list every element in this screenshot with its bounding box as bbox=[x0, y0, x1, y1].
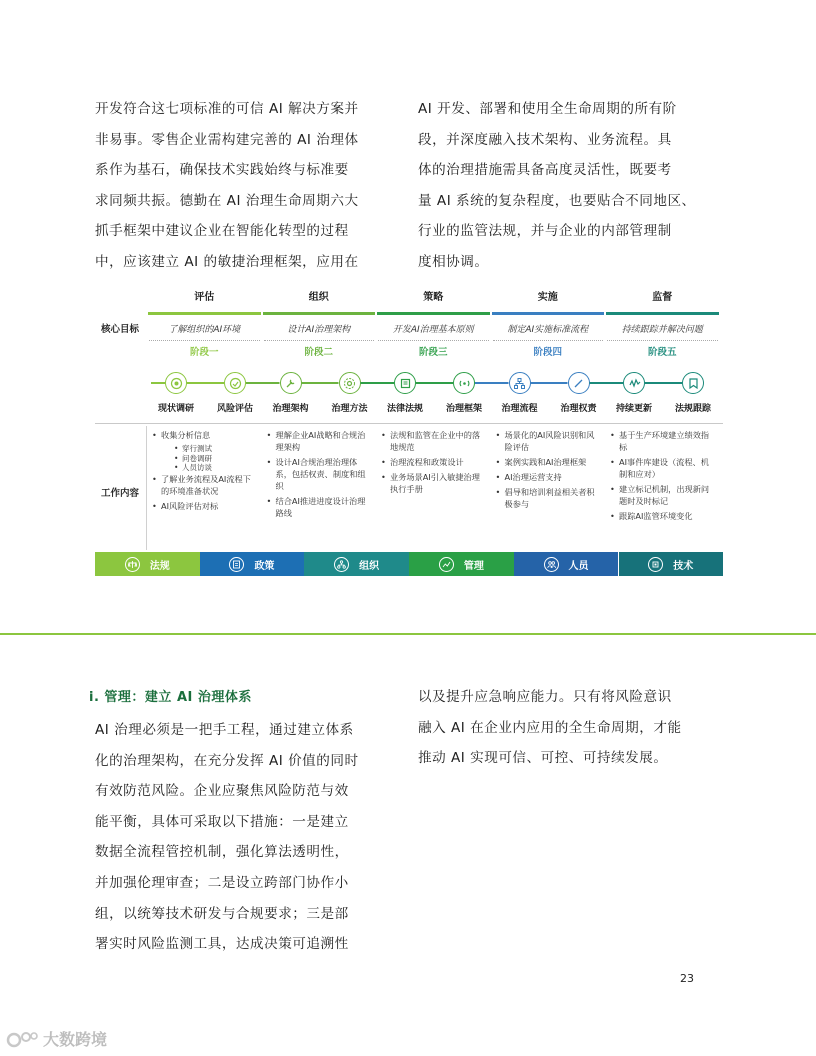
document-icon bbox=[229, 557, 244, 572]
column-header: 评估 bbox=[194, 292, 215, 303]
category-tag-label: 人员 bbox=[568, 560, 589, 572]
work-item: • AI治理运营支持 bbox=[496, 471, 601, 483]
phase-label: 阶段二 bbox=[304, 347, 333, 358]
work-sub-item: • 人员访谈 bbox=[152, 463, 257, 473]
ai-governance-framework-diagram bbox=[95, 285, 723, 577]
text-line: 系作为基石，确保技术实践始终与标准要 bbox=[95, 162, 349, 179]
section-heading: i. 管理：建立 AI 治理体系 bbox=[89, 690, 252, 705]
work-item: • 业务场景AI引入敏捷治理执行手册 bbox=[381, 471, 486, 495]
text-line: 量 AI 系统的复杂程度，也要贴合不同地区、 bbox=[418, 192, 696, 209]
text-line: 组，以统筹技术研发与合规要求；三是部 bbox=[95, 905, 349, 922]
text-line: 行业的监管法规，并与企业的内部管理制 bbox=[418, 223, 672, 240]
column-goal: 开发AI治理基本原则 bbox=[378, 319, 489, 341]
work-item: • AI事件库建设（流程、机制和应对） bbox=[610, 456, 715, 480]
step-label: 法律法规 bbox=[386, 404, 423, 414]
step-label: 法规跟踪 bbox=[674, 404, 711, 414]
page-number: 23 bbox=[680, 972, 694, 985]
column-header: 策略 bbox=[423, 292, 444, 303]
category-tag bbox=[304, 552, 409, 576]
text-line: 化的治理架构，在充分发挥 AI 价值的同时 bbox=[95, 752, 359, 769]
check-circle-icon bbox=[224, 372, 246, 394]
work-content-cell bbox=[381, 429, 486, 549]
text-line: 抓手框架中建议企业在智能化转型的过程 bbox=[95, 223, 349, 240]
people-icon bbox=[544, 557, 559, 572]
scale-icon bbox=[125, 557, 140, 572]
step-label: 治理框架 bbox=[445, 404, 482, 414]
step-label: 风险评估 bbox=[216, 404, 253, 414]
category-tag bbox=[200, 552, 305, 576]
work-content-cell bbox=[496, 429, 601, 549]
org-chart-icon bbox=[509, 372, 531, 394]
phase-label: 阶段一 bbox=[189, 347, 219, 358]
category-tag-label: 法规 bbox=[149, 560, 170, 572]
work-item: • 了解业务流程及AI流程下的环境准备状况 bbox=[152, 473, 257, 497]
work-item: • 场景化的AI风险识别和风险评估 bbox=[496, 429, 601, 453]
category-tag bbox=[95, 552, 200, 576]
work-item: • 案例实践和AI治理框架 bbox=[496, 456, 601, 468]
column-header: 监督 bbox=[652, 292, 673, 303]
work-item: • 法规和监管在企业中的落地规范 bbox=[381, 429, 486, 453]
wrench-icon bbox=[280, 372, 302, 394]
work-item: • 设计AI合规治理治理体系，包括权责、制度和组织 bbox=[267, 456, 372, 492]
category-tag-label: 组织 bbox=[359, 560, 380, 572]
step-label: 治理权责 bbox=[560, 404, 597, 414]
step-label: 现状调研 bbox=[157, 404, 194, 414]
text-line: 融入 AI 在企业内应用的全生命周期，才能 bbox=[418, 719, 682, 736]
work-item: • 跟踪AI监管环境变化 bbox=[610, 510, 715, 522]
row-separator bbox=[95, 423, 723, 424]
work-item: • 收集分析信息 bbox=[152, 429, 257, 441]
text-line: AI 开发、部署和使用全生命周期的所有阶 bbox=[418, 101, 677, 117]
column-header: 实施 bbox=[537, 292, 558, 303]
work-item: • 建立标记机制，出现新问题时及时标记 bbox=[610, 483, 715, 507]
column-goal: 制定AI实施标准流程 bbox=[493, 319, 604, 341]
management-paragraph-right bbox=[418, 682, 718, 774]
text-line: 开发符合这七项标准的可信 AI 解决方案并 bbox=[95, 101, 359, 117]
text-line: 非易事。零售企业需构建完善的 AI 治理体 bbox=[95, 131, 359, 148]
intro-paragraph-left bbox=[95, 94, 385, 278]
work-item: • 理解企业AI战略和合规治理架构 bbox=[267, 429, 372, 453]
column-separator bbox=[146, 426, 147, 550]
row-label-work: 工作内容 bbox=[100, 488, 139, 499]
pulse-icon bbox=[623, 372, 645, 394]
work-sub-item: • 问卷调研 bbox=[152, 454, 257, 464]
step-label: 持续更新 bbox=[615, 404, 652, 414]
phase-label: 阶段五 bbox=[647, 347, 677, 358]
text-line: 并加强伦理审查；二是设立跨部门协作小 bbox=[95, 874, 349, 891]
text-line: 中，应该建立 AI 的敏捷治理框架，应用在 bbox=[95, 253, 359, 270]
watermark bbox=[6, 1027, 107, 1050]
text-line: 以及提升应急响应能力。只有将风险意识 bbox=[418, 689, 672, 705]
work-item: • AI风险评估对标 bbox=[152, 500, 257, 512]
watermark-logo-icon bbox=[6, 1028, 40, 1050]
work-item: • 结合AI推进进度设计治理路线 bbox=[267, 495, 372, 519]
column-goal: 了解组织的AI环境 bbox=[149, 319, 260, 341]
work-item: • 倡导和培训利益相关者积极参与 bbox=[496, 486, 601, 510]
row-label-goal: 核心目标 bbox=[100, 324, 139, 335]
step-label: 治理方法 bbox=[331, 404, 368, 414]
watermark-text: 大数跨境 bbox=[43, 1030, 108, 1049]
text-line: AI 治理必须是一把手工程，通过建立体系 bbox=[95, 722, 354, 738]
management-paragraph-left bbox=[95, 715, 385, 960]
text-line: 数据全流程管控机制，强化算法透明性， bbox=[95, 844, 349, 861]
bookmark-icon bbox=[682, 372, 704, 394]
target-icon bbox=[165, 372, 187, 394]
column-goal: 持续跟踪并解决问题 bbox=[607, 319, 718, 341]
chart-icon bbox=[439, 557, 454, 572]
gear-icon bbox=[339, 372, 361, 394]
text-line: 推动 AI 实现可信、可控、可持续发展。 bbox=[418, 750, 668, 767]
text-line: 署实时风险监测工具，达成决策可追溯性 bbox=[95, 936, 349, 953]
tool-icon bbox=[568, 372, 590, 394]
text-line: 有效防范风险。企业应聚焦风险防范与效 bbox=[95, 783, 349, 800]
intro-paragraph-right bbox=[418, 94, 718, 278]
document-icon bbox=[394, 372, 416, 394]
phase-label: 阶段三 bbox=[418, 347, 448, 358]
work-item: • 治理流程和政策设计 bbox=[381, 456, 486, 468]
work-content-cell bbox=[152, 429, 257, 549]
text-line: 体的治理措施需具备高度灵活性，既要考 bbox=[418, 162, 672, 179]
text-line: 能平衡，具体可采取以下措施：一是建立 bbox=[95, 813, 349, 830]
step-label: 治理架构 bbox=[272, 404, 309, 414]
category-tag-label: 政策 bbox=[254, 560, 275, 572]
category-tag bbox=[514, 552, 619, 576]
column-goal: 设计AI治理架构 bbox=[264, 319, 375, 341]
column-header: 组织 bbox=[308, 292, 329, 303]
work-content-cell bbox=[267, 429, 372, 549]
category-tag-label: 技术 bbox=[673, 560, 694, 572]
category-tag bbox=[409, 552, 514, 576]
text-line: 段，并深度融入技术架构、业务流程。具 bbox=[418, 131, 672, 148]
category-tag bbox=[619, 552, 724, 576]
work-sub-item: • 穿行测试 bbox=[152, 444, 257, 454]
work-item: • 基于生产环境建立绩效指标 bbox=[610, 429, 715, 453]
category-tag-label: 管理 bbox=[463, 560, 484, 572]
section-divider-rule bbox=[0, 633, 816, 635]
phase-label: 阶段四 bbox=[533, 347, 562, 358]
signal-icon bbox=[453, 372, 475, 394]
chip-icon bbox=[648, 557, 663, 572]
text-line: 度相协调。 bbox=[418, 253, 489, 270]
work-content-cell bbox=[610, 429, 715, 549]
text-line: 求同频共振。德勤在 AI 治理生命周期六大 bbox=[95, 192, 359, 209]
org-icon bbox=[334, 557, 349, 572]
step-label: 治理流程 bbox=[501, 404, 538, 414]
